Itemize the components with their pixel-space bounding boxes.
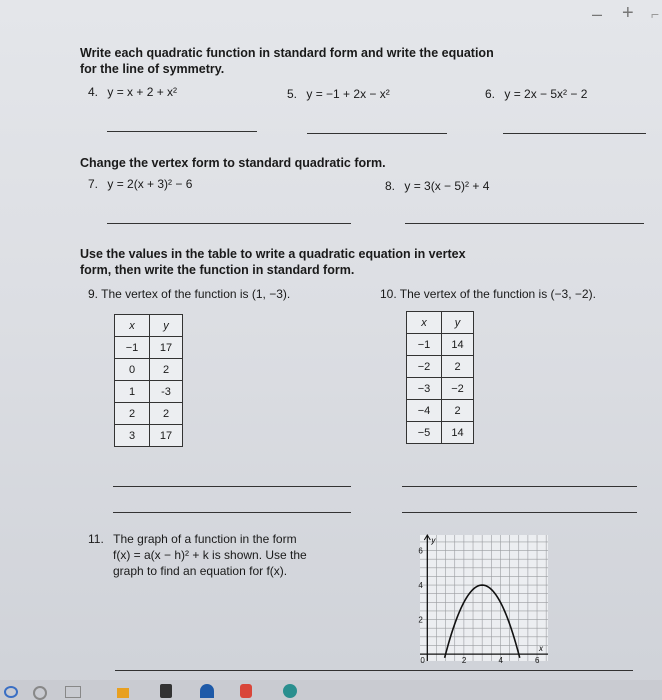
section2-heading: Change the vertex form to standard quadratic form. [80,156,386,170]
answer-line-7[interactable] [107,223,351,224]
problem-9: 9. The vertex of the function is (1, −3). [88,287,291,301]
cell-x: 3 [115,425,150,447]
cell-x: −4 [407,400,442,422]
table-row [115,359,183,381]
table-row [407,334,474,356]
answer-line-9a[interactable] [113,486,351,487]
table-row [115,403,183,425]
cell-x: −3 [407,378,442,400]
add-icon[interactable]: + [622,2,634,24]
column-header-x: x [115,315,150,337]
cell-x: −5 [407,422,442,444]
x-tick-label: 0 [420,656,425,666]
cell-y: 14 [442,334,474,356]
y-tick-label: 4 [418,581,423,591]
problem-10: 10. The vertex of the function is (−3, −2). [380,287,596,301]
answer-line-10b[interactable] [402,512,637,513]
table-row [115,381,183,403]
cell-y: 2 [150,403,183,425]
graph-background [420,535,548,661]
cell-y: 2 [442,400,474,422]
table-header-row [115,315,183,337]
problem-6 [485,87,587,101]
y-tick-label: 2 [418,615,423,625]
table-row [407,422,474,444]
table-row [407,356,474,378]
section1-heading-line1: Write each quadratic function in standard form and write the equation [80,46,494,60]
problem-expression: y = 2(x + 3)² − 6 [107,177,193,191]
table-row [115,337,183,359]
problem-11-line2: f(x) = a(x − h)² + k is shown. Use the [113,548,307,562]
problem-number: 11. [88,532,104,546]
x-tick-label: 6 [535,656,540,666]
cell-y: 17 [150,425,183,447]
problem-5 [287,87,390,101]
x-tick-label: 2 [461,656,467,666]
problem-number: 5. [287,87,298,101]
problem-number: 6. [485,87,496,101]
problem-expression: y = 2x − 5x² − 2 [504,87,588,101]
minimize-icon[interactable]: – [592,4,603,24]
section3-heading-line2: form, then write the function in standard form. [80,263,355,277]
column-header-y: y [442,312,474,334]
cell-x: −1 [407,334,442,356]
answer-line-9b[interactable] [113,512,351,513]
store-icon[interactable] [160,684,172,698]
table-header-row [407,312,474,334]
cell-y: 14 [442,422,474,444]
circle-icon[interactable] [33,686,47,700]
answer-line-11[interactable] [115,670,633,671]
cell-x: −1 [115,337,150,359]
section1-heading-line2: for the line of symmetry. [80,62,225,76]
table-row [407,400,474,422]
problem-8 [385,179,489,193]
window-top-bar [0,0,662,30]
corner-icon[interactable]: ⌐ [651,6,660,22]
problem-expression: y = 3(x − 5)² + 4 [404,179,490,193]
cell-y: -3 [150,381,183,403]
section3-heading-line1: Use the values in the table to write a quadratic equation in vertex [80,247,466,261]
column-header-x: x [407,312,442,334]
column-header-y: y [150,315,183,337]
problem-number: 4. [88,85,99,99]
browser-icon[interactable] [200,684,214,698]
problem-expression: y = −1 + 2x − x² [306,87,390,101]
answer-line-6[interactable] [503,133,646,134]
task-view-icon[interactable] [65,686,81,698]
answer-line-5[interactable] [307,133,447,134]
app-icon[interactable] [240,684,252,698]
table-row [407,378,474,400]
cell-y: 17 [150,337,183,359]
problem-11-line3: graph to find an equation for f(x). [113,564,288,578]
cell-x: 2 [115,403,150,425]
folder-icon[interactable] [117,688,129,698]
problem-number: 7. [88,177,99,191]
answer-line-8[interactable] [405,223,644,224]
problem-expression: y = x + 2 + x² [107,85,178,99]
search-icon[interactable] [4,686,18,698]
answer-line-10a[interactable] [402,486,637,487]
problem-11-graph [418,535,548,666]
chrome-icon[interactable] [283,684,297,698]
problem-text: The graph of a function in the form [113,532,297,546]
cell-y: 2 [150,359,183,381]
answer-line-4[interactable] [107,131,257,132]
problem-11-line1 [88,532,297,546]
cell-y: 2 [442,356,474,378]
cell-x: 1 [115,381,150,403]
table-10 [406,311,474,444]
x-axis-label: x [539,644,543,654]
x-tick-label: 4 [498,656,503,666]
problem-7 [88,177,192,191]
y-axis-label: y [431,536,436,545]
problem-number: 8. [385,179,396,193]
table-9 [114,314,183,447]
taskbar [0,680,662,700]
cell-y: −2 [442,378,474,400]
problem-4 [88,85,177,99]
table-row [115,425,183,447]
cell-x: −2 [407,356,442,378]
y-tick-label: 6 [418,546,423,556]
cell-x: 0 [115,359,150,381]
